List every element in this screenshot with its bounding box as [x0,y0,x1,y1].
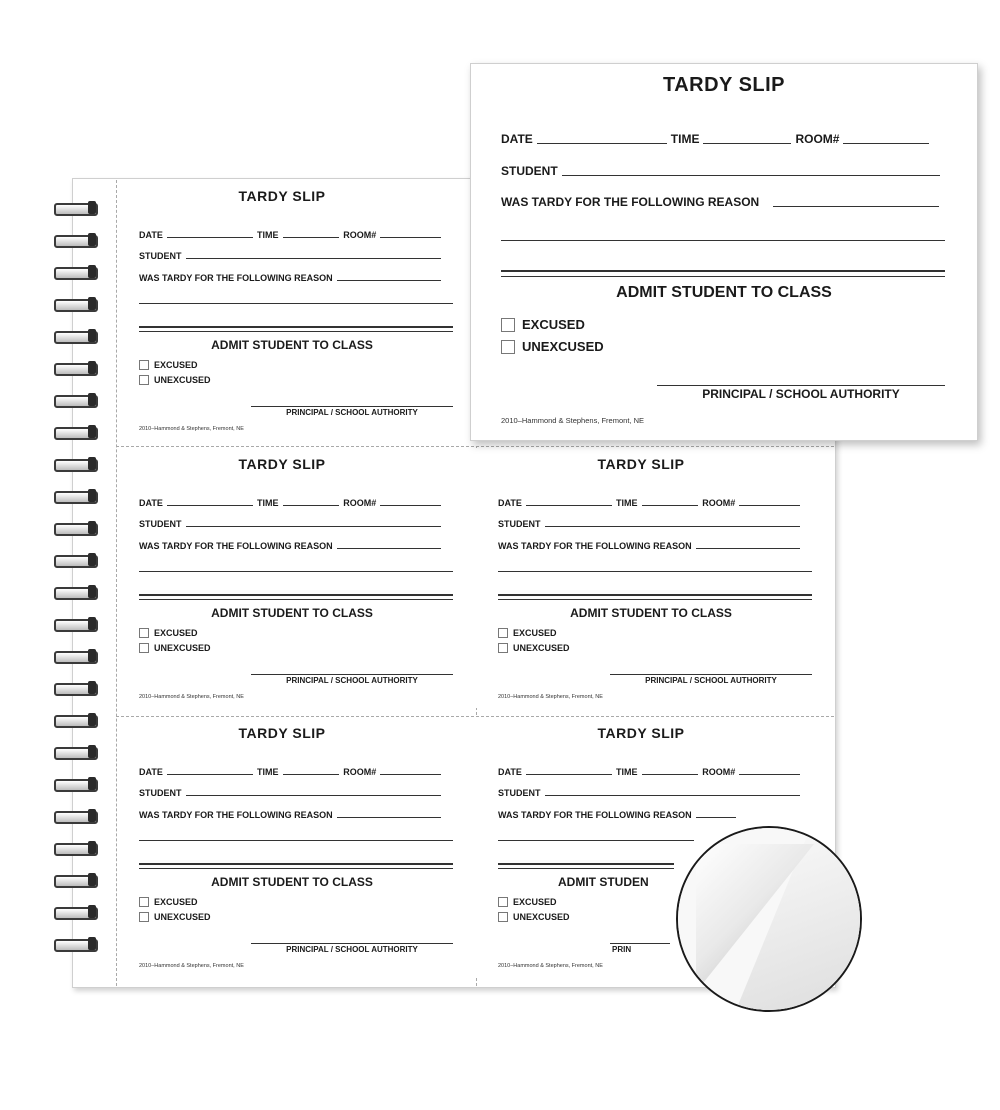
excused-option[interactable] [498,628,557,638]
date-label: DATE [139,498,163,508]
excused-checkbox[interactable] [139,360,149,370]
reason-label: WAS TARDY FOR THE FOLLOWING REASON [139,810,333,820]
room-label: ROOM# [343,498,377,508]
reason-field[interactable] [696,817,736,818]
peel-corner-detail [676,826,862,1012]
binding-ring [52,680,98,696]
binding-ring [52,712,98,728]
binding-ring [52,232,98,248]
slip-title: TARDY SLIP [238,188,326,204]
unexcused-checkbox[interactable] [139,912,149,922]
divider [139,868,453,869]
unexcused-option[interactable] [498,912,570,922]
reason-row [139,810,445,820]
reason-label: WAS TARDY FOR THE FOLLOWING REASON [498,541,692,551]
student-label: STUDENT [139,251,182,261]
time-label: TIME [257,498,279,508]
binding-ring [52,584,98,600]
reason-field[interactable] [337,280,441,281]
admit-heading: ADMIT STUDENT TO CLASS [570,606,732,620]
student-label: STUDENT [139,519,182,529]
binding-ring [52,392,98,408]
student-row [498,788,804,798]
room-label: ROOM# [343,767,377,777]
binding-ring [52,936,98,952]
excused-option[interactable] [139,897,198,907]
unexcused-checkbox[interactable] [498,912,508,922]
date-time-room-row [139,767,445,777]
time-field[interactable] [283,505,340,506]
time-label: TIME [670,132,700,146]
room-label: ROOM# [702,767,736,777]
date-time-room-row [498,767,804,777]
unexcused-option[interactable] [139,643,211,653]
divider [498,868,674,869]
date-label: DATE [139,767,163,777]
reason-label: WAS TARDY FOR THE FOLLOWING REASON [498,810,692,820]
student-row [139,788,445,798]
date-field[interactable] [526,505,612,506]
student-field[interactable] [545,795,801,796]
slip-title: TARDY SLIP [238,456,326,472]
tardy-slip [117,717,447,977]
signature-line[interactable] [610,674,812,675]
binding-ring [52,648,98,664]
copyright-credit: 2010–Hammond & Stephens, Fremont, NE [139,694,244,700]
divider [139,331,453,332]
binding-ring [52,776,98,792]
tardy-slip [476,448,806,708]
binding-ring [52,744,98,760]
excused-checkbox[interactable] [498,628,508,638]
unexcused-checkbox[interactable] [501,340,515,354]
reason-field-line[interactable] [139,303,453,304]
divider [498,863,674,865]
divider [498,594,812,596]
time-field[interactable] [283,774,340,775]
copyright-credit: 2010–Hammond & Stephens, Fremont, NE [501,416,644,425]
admit-heading: ADMIT STUDENT TO CLASS [616,284,832,301]
excused-checkbox[interactable] [139,897,149,907]
reason-field[interactable] [773,206,939,207]
reason-label: WAS TARDY FOR THE FOLLOWING REASON [501,195,760,209]
tardy-slip-enlarged [470,63,978,441]
perforation-line [116,446,834,447]
reason-row [501,195,949,209]
unexcused-label: UNEXCUSED [513,912,570,922]
time-field[interactable] [703,143,791,144]
binding-ring [52,456,98,472]
time-field[interactable] [642,505,699,506]
student-label: STUDENT [501,164,558,178]
excused-option[interactable] [501,317,585,332]
excused-checkbox[interactable] [139,628,149,638]
reason-field[interactable] [337,817,441,818]
admit-heading: ADMIT STUDEN [558,875,649,889]
time-label: TIME [257,767,279,777]
date-field[interactable] [167,237,253,238]
reason-field-line[interactable] [498,840,694,841]
divider [139,326,453,328]
excused-label: EXCUSED [513,628,557,638]
binding-ring [52,840,98,856]
binding-ring [52,904,98,920]
time-label: TIME [616,767,638,777]
student-row [501,164,949,178]
date-field[interactable] [167,774,253,775]
signature-line[interactable] [610,943,670,944]
excused-option[interactable] [139,628,198,638]
room-label: ROOM# [795,132,840,146]
divider [501,276,945,277]
date-time-room-row [498,498,804,508]
signature-line[interactable] [251,943,453,944]
room-label: ROOM# [343,230,377,240]
binding-ring [52,424,98,440]
date-label: DATE [498,498,522,508]
copyright-credit: 2010–Hammond & Stephens, Fremont, NE [139,426,244,432]
room-field[interactable] [380,505,441,506]
spiral-binding [52,200,100,970]
copyright-credit: 2010–Hammond & Stephens, Fremont, NE [139,963,244,969]
time-field[interactable] [283,237,340,238]
room-label: ROOM# [702,498,736,508]
date-time-room-row [501,132,949,146]
unexcused-checkbox[interactable] [498,643,508,653]
divider [139,594,453,596]
unexcused-option[interactable] [498,643,570,653]
unexcused-checkbox[interactable] [139,375,149,385]
date-time-room-row [139,498,445,508]
unexcused-label: UNEXCUSED [513,643,570,653]
signature-line[interactable] [657,385,945,386]
signature-label: PRINCIPAL / SCHOOL AUTHORITY [286,945,418,954]
excused-label: EXCUSED [154,360,198,370]
binding-ring [52,552,98,568]
slip-title: TARDY SLIP [597,725,685,741]
copyright-credit: 2010–Hammond & Stephens, Fremont, NE [498,694,603,700]
room-field[interactable] [739,505,800,506]
reason-row [139,541,445,551]
unexcused-checkbox[interactable] [139,643,149,653]
binding-ring [52,616,98,632]
divider [498,599,812,600]
excused-checkbox[interactable] [501,318,515,332]
binding-ring [52,328,98,344]
time-field[interactable] [642,774,699,775]
reason-field[interactable] [696,548,800,549]
reason-row [498,541,804,551]
date-label: DATE [501,132,533,146]
student-field[interactable] [186,795,442,796]
reason-label: WAS TARDY FOR THE FOLLOWING REASON [139,541,333,551]
student-field[interactable] [545,526,801,527]
student-label: STUDENT [139,788,182,798]
binding-ring [52,296,98,312]
excused-label: EXCUSED [154,628,198,638]
signature-label: PRINCIPAL / SCHOOL AUTHORITY [286,408,418,417]
binding-ring [52,520,98,536]
tardy-slip [117,448,447,708]
excused-option[interactable] [139,360,198,370]
student-field[interactable] [562,175,940,176]
signature-line[interactable] [251,674,453,675]
unexcused-label: UNEXCUSED [154,375,211,385]
divider [139,863,453,865]
date-field[interactable] [537,143,667,144]
slip-title: TARDY SLIP [597,456,685,472]
room-field[interactable] [380,237,441,238]
excused-checkbox[interactable] [498,897,508,907]
binding-ring [52,200,98,216]
unexcused-option[interactable] [139,375,211,385]
time-label: TIME [257,230,279,240]
student-row [498,519,804,529]
student-label: STUDENT [498,519,541,529]
date-field[interactable] [526,774,612,775]
reason-field-line[interactable] [501,240,945,241]
slip-title: TARDY SLIP [238,725,326,741]
binding-ring [52,360,98,376]
student-field[interactable] [186,526,442,527]
student-field[interactable] [186,258,442,259]
date-label: DATE [139,230,163,240]
reason-field-line[interactable] [498,571,812,572]
excused-option[interactable] [498,897,557,907]
reason-field-line[interactable] [139,840,453,841]
signature-line[interactable] [251,406,453,407]
date-field[interactable] [167,505,253,506]
excused-label: EXCUSED [154,897,198,907]
signature-label: PRIN [612,945,632,954]
binding-ring [52,808,98,824]
admit-heading: ADMIT STUDENT TO CLASS [211,606,373,620]
room-field[interactable] [739,774,800,775]
date-label: DATE [498,767,522,777]
signature-label: PRINCIPAL / SCHOOL AUTHORITY [286,676,418,685]
admit-heading: ADMIT STUDENT TO CLASS [211,875,373,889]
reason-field-line[interactable] [139,571,453,572]
tardy-slip [117,180,447,440]
room-field[interactable] [843,143,929,144]
reason-row [498,810,804,820]
signature-label: PRINCIPAL / SCHOOL AUTHORITY [702,387,900,401]
divider [139,599,453,600]
binding-ring [52,488,98,504]
excused-label: EXCUSED [513,897,557,907]
student-row [139,251,445,261]
binding-ring [52,264,98,280]
student-label: STUDENT [498,788,541,798]
slip-title: TARDY SLIP [662,74,786,96]
divider [501,270,945,272]
binding-ring [52,872,98,888]
copyright-credit: 2010–Hammond & Stephens, Fremont, NE [498,963,603,969]
signature-label: PRINCIPAL / SCHOOL AUTHORITY [645,676,777,685]
room-field[interactable] [380,774,441,775]
unexcused-label: UNEXCUSED [154,912,211,922]
unexcused-label: UNEXCUSED [154,643,211,653]
reason-label: WAS TARDY FOR THE FOLLOWING REASON [139,273,333,283]
time-label: TIME [616,498,638,508]
unexcused-option[interactable] [139,912,211,922]
unexcused-option[interactable] [501,339,604,354]
student-row [139,519,445,529]
admit-heading: ADMIT STUDENT TO CLASS [211,338,373,352]
reason-field[interactable] [337,548,441,549]
excused-label: EXCUSED [522,317,585,332]
date-time-room-row [139,230,445,240]
reason-row [139,273,445,283]
unexcused-label: UNEXCUSED [522,339,604,354]
